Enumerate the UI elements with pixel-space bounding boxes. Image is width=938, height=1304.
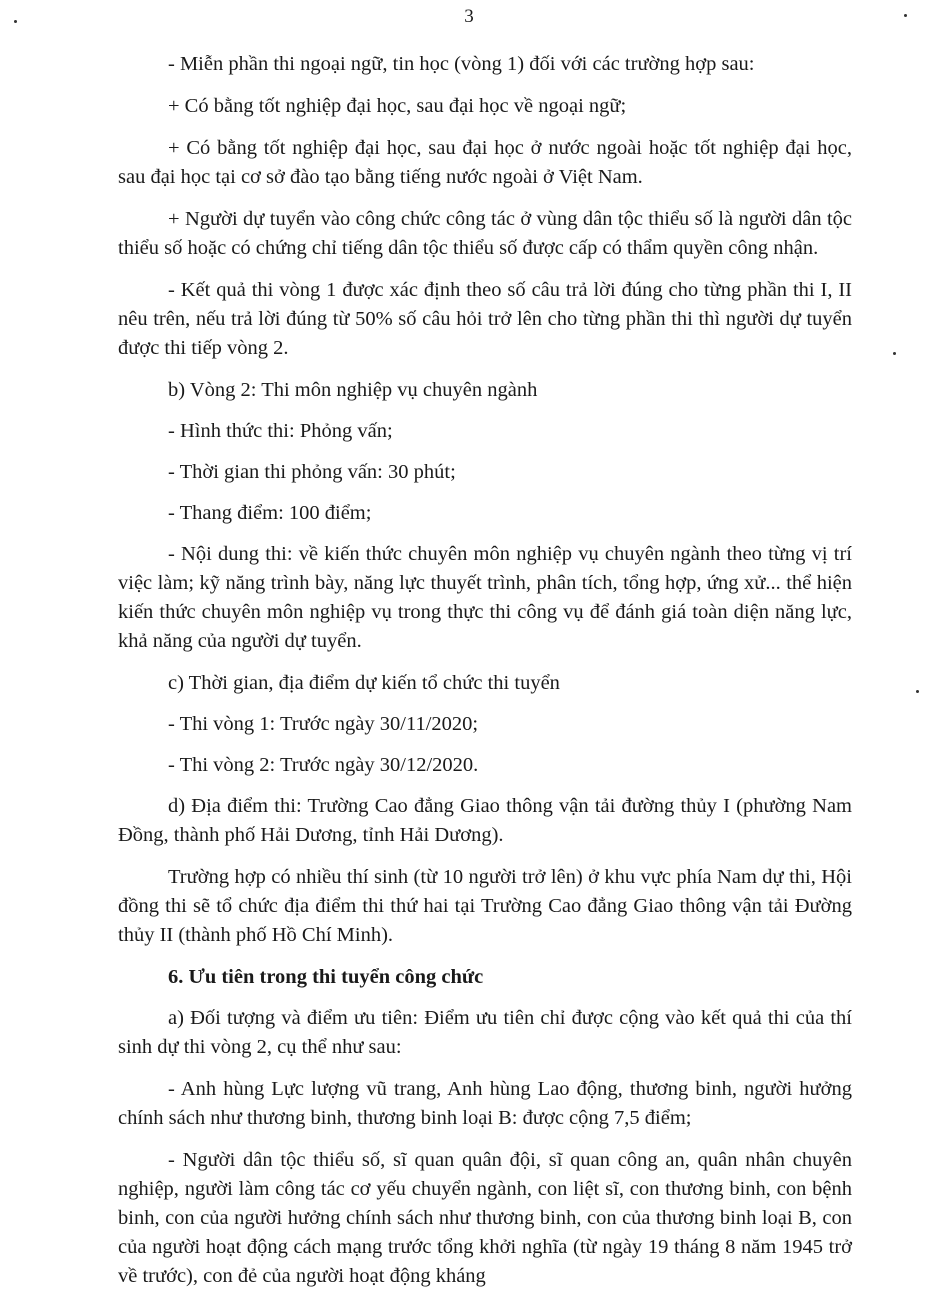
paragraph-priority-intro: a) Đối tượng và điểm ưu tiên: Điểm ưu tiên chỉ được cộng vào kết quả thi của thí sinh dự thi vòng 2, cụ thể như sau:: [118, 1007, 852, 1058]
scan-speck: [893, 352, 896, 355]
scan-speck: [904, 14, 907, 17]
paragraph-round1-result: - Kết quả thi vòng 1 được xác định theo số câu trả lời đúng cho từng phần thi I, II nêu trên, nếu trả lời đúng từ 50% số câu hỏi trở lên cho từng phần thi thì người dự tuyển được thi tiếp vòng 2.: [118, 279, 852, 359]
paragraph-schedule-round2: - Thi vòng 2: Trước ngày 30/12/2020.: [168, 754, 479, 776]
scan-speck: [916, 690, 919, 693]
paragraph-second-location: Trường hợp có nhiều thí sinh (từ 10 người trở lên) ở khu vực phía Nam dự thi, Hội đồng thi sẽ tổ chức địa điểm thi thứ hai tại Trường Cao đẳng Giao thông vận tải Đường thủy II (thành phố Hồ Chí Minh).: [118, 866, 852, 946]
paragraph-round2-duration: - Thời gian thi phỏng vấn: 30 phút;: [168, 461, 456, 483]
paragraph-schedule-heading: c) Thời gian, địa điểm dự kiến tổ chức thi tuyển: [168, 672, 560, 694]
document-body: [118, 50, 852, 1304]
paragraph-round2-scale: - Thang điểm: 100 điểm;: [168, 502, 372, 524]
paragraph-round2-heading: b) Vòng 2: Thi môn nghiệp vụ chuyên ngành: [168, 379, 538, 401]
paragraph-exemption-ethnic-minority: + Người dự tuyển vào công chức công tác ở vùng dân tộc thiểu số là người dân tộc thiểu số hoặc có chứng chỉ tiếng dân tộc thiểu số được cấp có thẩm quyền công nhận.: [118, 208, 852, 259]
paragraph-exemption-overseas-degree: + Có bằng tốt nghiệp đại học, sau đại học ở nước ngoài hoặc tốt nghiệp đại học, sau đại học tại cơ sở đào tạo bằng tiếng nước ngoài ở Việt Nam.: [118, 137, 852, 188]
paragraph-schedule-round1: - Thi vòng 1: Trước ngày 30/11/2020;: [168, 713, 479, 735]
paragraph-round2-format: - Hình thức thi: Phỏng vấn;: [168, 420, 393, 442]
section-heading-priority: 6. Ưu tiên trong thi tuyển công chức: [168, 966, 484, 988]
paragraph-priority-minorities: - Người dân tộc thiểu số, sĩ quan quân đội, sĩ quan công an, quân nhân chuyên nghiệp, người làm công tác cơ yếu chuyển ngành, con liệt sĩ, con thương binh, con bệnh binh, con của người hưởng chính sách như thương binh, con của thương binh loại B, con của người hoạt động cách mạng trước tổng khởi nghĩa (từ ngày 19 tháng 8 năm 1945 trở về trước), con đẻ của người hoạt động kháng: [118, 1149, 852, 1287]
paragraph-exam-location: d) Địa điểm thi: Trường Cao đẳng Giao thông vận tải đường thủy I (phường Nam Đồng, thành phố Hải Dương, tỉnh Hải Dương).: [118, 795, 852, 846]
paragraph-exemption-foreign-language-degree: + Có bằng tốt nghiệp đại học, sau đại học về ngoại ngữ;: [168, 95, 627, 117]
paragraph-exemption-intro: - Miễn phần thi ngoại ngữ, tin học (vòng 1) đối với các trường hợp sau:: [168, 53, 755, 75]
paragraph-priority-heroes: - Anh hùng Lực lượng vũ trang, Anh hùng Lao động, thương binh, người hưởng chính sách như thương binh, thương binh loại B: được cộng 7,5 điểm;: [118, 1078, 852, 1129]
scan-speck: [14, 20, 17, 23]
paragraph-round2-content: - Nội dung thi: về kiến thức chuyên môn nghiệp vụ chuyên ngành theo từng vị trí việc làm; kỹ năng trình bày, năng lực thuyết trình, phân tích, tổng hợp, ứng xử... thể hiện kiến thức chuyên môn nghiệp vụ trong thực thi công vụ để đánh giá toàn diện năng lực, khả năng của người dự tuyển.: [118, 543, 852, 652]
page-number: 3: [464, 6, 474, 27]
